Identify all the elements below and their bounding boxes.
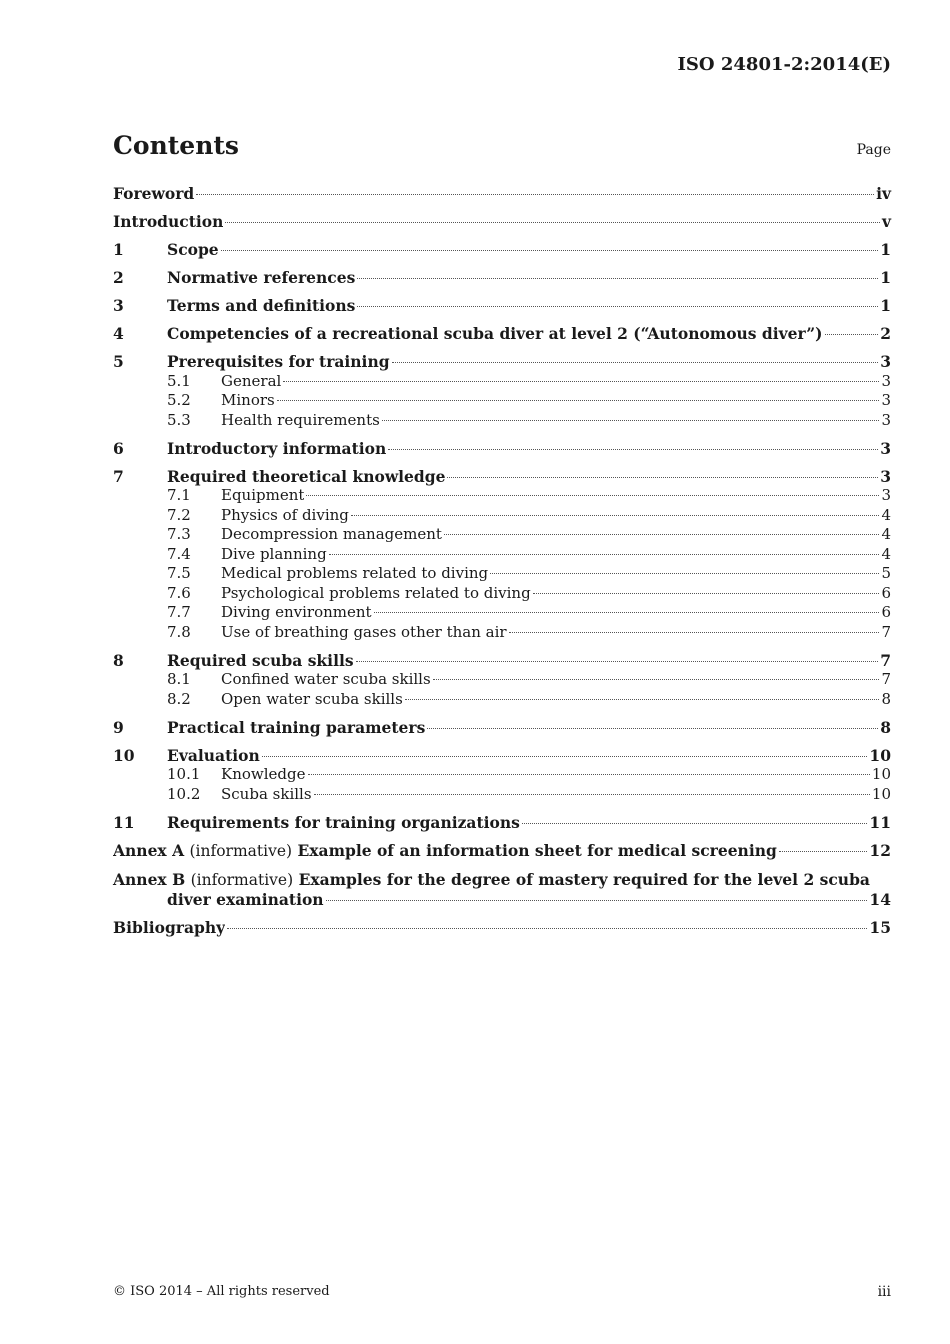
toc-entry[interactable] bbox=[113, 240, 891, 260]
dot-leader bbox=[196, 194, 874, 195]
annex-b-title-line2: diver examination bbox=[167, 890, 324, 909]
toc-entry[interactable] bbox=[113, 525, 891, 545]
toc-entry-number: 7.4 bbox=[167, 544, 191, 563]
toc-entry-number: 7 bbox=[113, 466, 124, 486]
dot-leader bbox=[388, 449, 878, 450]
copyright-notice: © ISO 2014 – All rights reserved bbox=[113, 1284, 330, 1299]
toc-entry-number: 7.1 bbox=[167, 486, 191, 504]
annex-b-title-line1: Examples for the degree of mastery required for the level 2 scuba bbox=[298, 869, 870, 889]
toc-entry[interactable] bbox=[113, 324, 891, 344]
dot-leader bbox=[306, 495, 879, 496]
toc-entry[interactable] bbox=[113, 765, 891, 785]
toc-entry-annex-b[interactable] bbox=[113, 870, 891, 910]
dot-leader bbox=[405, 699, 880, 700]
dot-leader bbox=[314, 794, 870, 795]
dot-leader bbox=[351, 515, 880, 516]
annex-a-label: Annex A bbox=[113, 840, 185, 860]
toc-entry-title: Requirements for training organizations bbox=[167, 812, 520, 832]
toc-entry-title: Competencies of a recreational scuba diver at level 2 (“Autonomous diver”) bbox=[167, 324, 823, 343]
toc-entry[interactable] bbox=[113, 391, 891, 411]
toc-entry-page: 3 bbox=[880, 438, 891, 458]
toc-entry-title: Introduction bbox=[113, 212, 224, 231]
toc-entry-number: 1 bbox=[113, 240, 124, 259]
toc-entry-number: 7.7 bbox=[167, 603, 191, 621]
toc-entry-number: 8.1 bbox=[167, 670, 191, 688]
toc-entry[interactable] bbox=[113, 545, 891, 565]
toc-entry-number: 7.3 bbox=[167, 525, 191, 543]
annex-a-type: (informative) bbox=[189, 841, 293, 860]
toc-entry-page: 5 bbox=[881, 564, 891, 582]
toc-entry-page: 4 bbox=[881, 525, 891, 543]
toc-entry-title: Introductory information bbox=[167, 438, 387, 458]
annex-a-page: 12 bbox=[869, 840, 891, 860]
toc-entry-title: Diving environment bbox=[221, 603, 372, 621]
dot-leader bbox=[490, 573, 879, 574]
annex-b-label: Annex B bbox=[113, 869, 186, 889]
dot-leader bbox=[444, 534, 880, 535]
dot-leader bbox=[433, 679, 880, 680]
toc-entry-number: 8 bbox=[113, 650, 124, 670]
toc-entry-page: 3 bbox=[880, 466, 891, 486]
dot-leader bbox=[533, 593, 880, 594]
annex-b-type: (informative) bbox=[190, 870, 294, 889]
toc-entry[interactable] bbox=[113, 268, 891, 288]
dot-leader bbox=[356, 661, 879, 662]
toc-entry-page: 2 bbox=[880, 324, 891, 343]
toc-entry-number: 7.6 bbox=[167, 583, 191, 602]
toc-entry-number: 11 bbox=[113, 812, 135, 832]
toc-entry-page: 3 bbox=[881, 371, 891, 390]
toc-entry-title: Use of breathing gases other than air bbox=[221, 622, 507, 641]
toc-entry-page: 10 bbox=[869, 745, 891, 765]
toc-entry-annex-a[interactable] bbox=[113, 841, 891, 862]
toc-entry-page: 3 bbox=[881, 486, 891, 504]
dot-leader bbox=[374, 612, 880, 613]
toc-entry-title: Foreword bbox=[113, 184, 195, 203]
toc-entry-page: 10 bbox=[871, 784, 891, 803]
toc-entry-number: 8.2 bbox=[167, 689, 191, 708]
page-column-label: Page bbox=[856, 142, 891, 158]
toc-entry[interactable] bbox=[113, 467, 891, 487]
annex-b-page: 14 bbox=[869, 890, 891, 909]
dot-leader bbox=[227, 928, 867, 929]
toc-entry-number: 5.3 bbox=[167, 410, 191, 429]
toc-entry-title: Dive planning bbox=[221, 544, 327, 563]
page-title: Contents bbox=[113, 131, 240, 160]
toc-entry[interactable] bbox=[113, 184, 891, 204]
dot-leader bbox=[329, 554, 880, 555]
annex-a-title: Example of an information sheet for medical screening bbox=[297, 840, 777, 860]
toc-entry[interactable] bbox=[113, 623, 891, 643]
toc-entry-title: Prerequisites for training bbox=[167, 352, 390, 371]
toc-entry-number: 5.2 bbox=[167, 391, 191, 409]
page-number: iii bbox=[877, 1284, 891, 1300]
dot-leader bbox=[308, 774, 870, 775]
toc-entry-title: Scuba skills bbox=[221, 784, 312, 803]
toc-entry[interactable] bbox=[113, 718, 891, 738]
toc-entry-page: 6 bbox=[881, 583, 891, 602]
dot-leader bbox=[779, 851, 868, 852]
toc-entry-title: Equipment bbox=[221, 486, 305, 504]
toc-entry-title: Open water scuba skills bbox=[221, 689, 403, 708]
toc-entry-title: Terms and definitions bbox=[167, 296, 356, 315]
dot-leader bbox=[277, 400, 880, 401]
toc-entry-number: 7.5 bbox=[167, 564, 191, 582]
toc-entry-page: 7 bbox=[881, 622, 891, 641]
toc-entry-title: Medical problems related to diving bbox=[221, 564, 489, 582]
dot-leader bbox=[825, 334, 879, 335]
toc-entry-title: Knowledge bbox=[221, 765, 306, 783]
bibliography-page: 15 bbox=[869, 918, 891, 937]
document-id: ISO 24801-2:2014(E) bbox=[677, 54, 891, 75]
toc-entry[interactable] bbox=[113, 690, 891, 710]
toc-entry-number: 5 bbox=[113, 352, 124, 371]
toc-entry[interactable] bbox=[113, 212, 891, 232]
toc-entry-page: 1 bbox=[880, 268, 891, 287]
dot-leader bbox=[262, 756, 868, 757]
toc-entry-bibliography[interactable] bbox=[113, 918, 891, 938]
bibliography-title: Bibliography bbox=[113, 918, 226, 937]
toc-entry[interactable] bbox=[113, 296, 891, 316]
toc-entry-title: Scope bbox=[167, 240, 219, 259]
toc-entry[interactable] bbox=[113, 506, 891, 526]
dot-leader bbox=[447, 477, 878, 478]
toc-entry-page: 8 bbox=[881, 689, 891, 708]
toc-entry-page: 7 bbox=[881, 670, 891, 688]
table-of-contents bbox=[113, 184, 891, 938]
toc-entry-number: 10.2 bbox=[167, 784, 201, 803]
toc-entry-page: 1 bbox=[880, 296, 891, 315]
toc-entry-title: Required scuba skills bbox=[167, 650, 354, 670]
dot-leader bbox=[427, 728, 878, 729]
toc-entry-page: 3 bbox=[880, 352, 891, 371]
toc-entry[interactable] bbox=[113, 813, 891, 833]
dot-leader bbox=[283, 381, 879, 382]
toc-entry-title: Practical training parameters bbox=[167, 717, 426, 737]
toc-entry[interactable] bbox=[113, 746, 891, 766]
dot-leader bbox=[357, 306, 878, 307]
toc-entry-number: 5.1 bbox=[167, 371, 191, 390]
dot-leader bbox=[225, 222, 880, 223]
toc-entries bbox=[113, 184, 891, 832]
toc-entry-page: 3 bbox=[881, 410, 891, 429]
toc-entry-title: Evaluation bbox=[167, 745, 260, 765]
toc-entry-page: 3 bbox=[881, 391, 891, 409]
toc-entry-number: 10.1 bbox=[167, 765, 201, 783]
toc-entry-title: Confined water scuba skills bbox=[221, 670, 431, 688]
toc-entry[interactable] bbox=[113, 564, 891, 584]
toc-entry-title: Psychological problems related to diving bbox=[221, 583, 531, 602]
toc-entry[interactable] bbox=[113, 411, 891, 431]
dot-leader bbox=[326, 900, 868, 901]
toc-entry-page: 10 bbox=[871, 765, 891, 783]
toc-entry[interactable] bbox=[113, 439, 891, 459]
toc-entry-number: 7.2 bbox=[167, 505, 191, 524]
toc-entry-number: 3 bbox=[113, 296, 124, 315]
toc-entry-number: 2 bbox=[113, 268, 124, 287]
toc-entry[interactable] bbox=[113, 372, 891, 392]
toc-entry-title: Minors bbox=[221, 391, 275, 409]
toc-entry-page: 4 bbox=[881, 544, 891, 563]
toc-entry-page: 6 bbox=[881, 603, 891, 621]
toc-entry-title: Normative references bbox=[167, 268, 356, 287]
toc-entry[interactable] bbox=[113, 584, 891, 604]
toc-entry-page: 7 bbox=[880, 650, 891, 670]
toc-entry[interactable] bbox=[113, 670, 891, 690]
toc-entry-title: General bbox=[221, 371, 282, 390]
toc-entry-title: Decompression management bbox=[221, 525, 442, 543]
toc-entry-number: 4 bbox=[113, 324, 124, 343]
toc-entry-page: iv bbox=[876, 184, 891, 203]
toc-entry[interactable] bbox=[113, 486, 891, 506]
toc-entry-number: 7.8 bbox=[167, 622, 191, 641]
toc-entry-page: v bbox=[881, 212, 891, 231]
toc-entry-number: 9 bbox=[113, 717, 124, 737]
dot-leader bbox=[357, 278, 878, 279]
toc-entry-number: 10 bbox=[113, 745, 135, 765]
toc-entry-page: 4 bbox=[881, 505, 891, 524]
toc-entry-title: Required theoretical knowledge bbox=[167, 466, 446, 486]
toc-entry-number: 6 bbox=[113, 438, 124, 458]
dot-leader bbox=[382, 420, 880, 421]
dot-leader bbox=[221, 250, 879, 251]
toc-entry-page: 1 bbox=[880, 240, 891, 259]
dot-leader bbox=[522, 823, 868, 824]
dot-leader bbox=[509, 632, 880, 633]
toc-entry-page: 8 bbox=[880, 717, 891, 737]
toc-entry[interactable] bbox=[113, 785, 891, 805]
dot-leader bbox=[392, 362, 879, 363]
toc-entry-page: 11 bbox=[869, 812, 891, 832]
toc-entry[interactable] bbox=[113, 651, 891, 671]
toc-entry-title: Physics of diving bbox=[221, 505, 349, 524]
toc-entry[interactable] bbox=[113, 352, 891, 372]
toc-entry[interactable] bbox=[113, 603, 891, 623]
toc-entry-title: Health requirements bbox=[221, 410, 380, 429]
